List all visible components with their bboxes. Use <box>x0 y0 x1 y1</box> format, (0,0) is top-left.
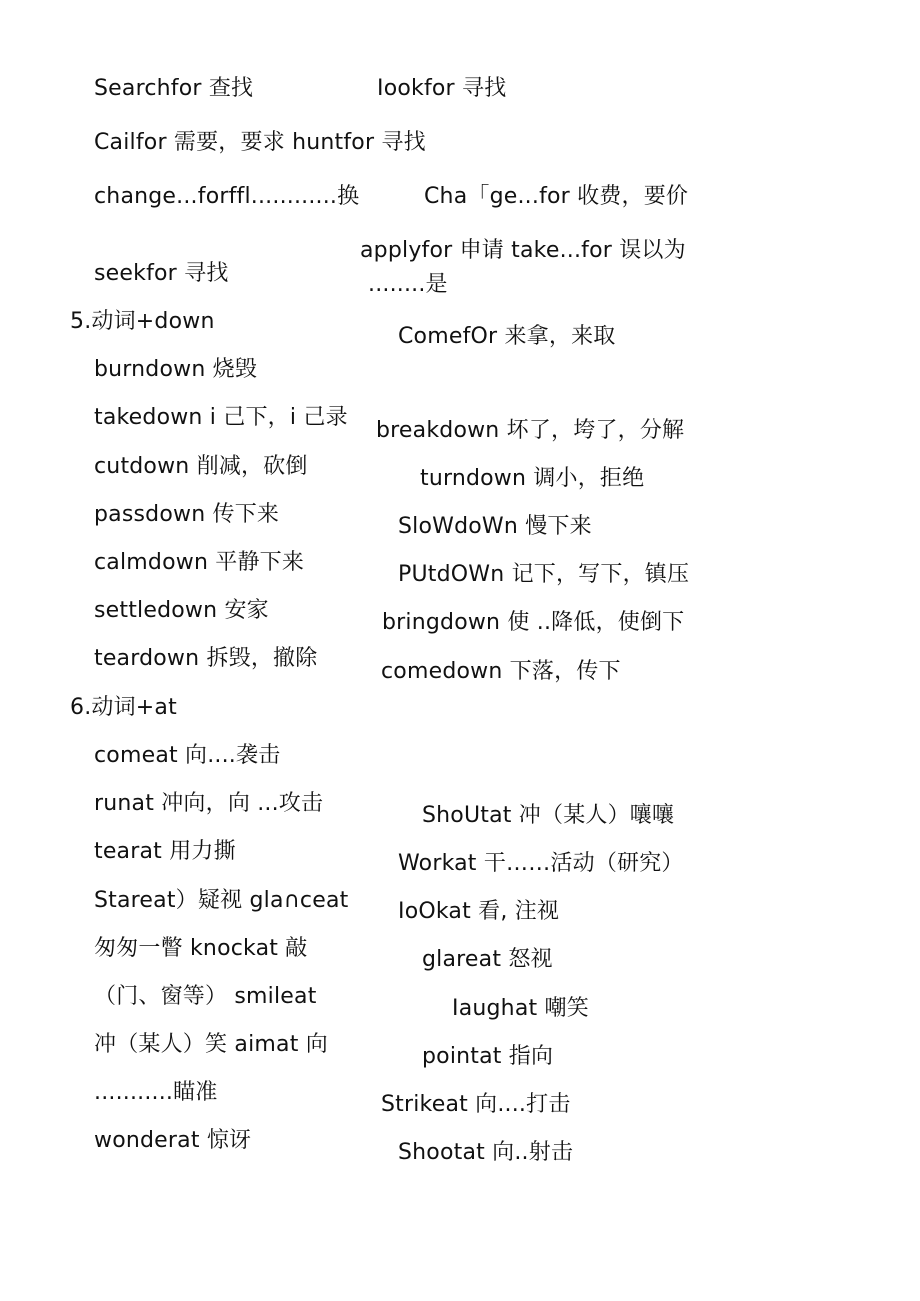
phrase-searchfor: Searchfor 查找 <box>94 76 254 101</box>
phrase-calmdown: calmdown 平静下来 <box>94 550 305 575</box>
phrase-charge-for: Cha「ge...for 收费，要价 <box>424 184 689 209</box>
phrase-workat: Workat 干……活动（研究） <box>398 851 684 876</box>
section-heading-at: 6.动词+at <box>70 695 177 720</box>
phrase-lookfor: Iookfor 寻找 <box>377 76 507 101</box>
phrase-comedown: comedown 下落，传下 <box>381 659 621 684</box>
phrase-smileat-cont: 冲（某人）笑 aimat 向 <box>94 1032 328 1057</box>
phrase-aimat-cont: ...........瞄准 <box>94 1080 218 1105</box>
phrase-takedown: takedown i 己下，i 己录 <box>94 405 348 430</box>
phrase-burndown: burndown 烧毁 <box>94 357 258 382</box>
phrase-shoutat: ShoUtat 冲（某人）嚷嚷 <box>422 803 675 828</box>
phrase-cutdown: cutdown 削减，砍倒 <box>94 454 308 479</box>
phrase-passdown: passdown 传下来 <box>94 502 280 527</box>
phrase-shootat: Shootat 向..射击 <box>398 1140 574 1165</box>
phrase-putdown: PUtdOWn 记下，写下，镇压 <box>398 562 690 587</box>
phrase-slowdown: SloWdoWn 慢下来 <box>398 514 592 539</box>
phrase-lookat: IoOkat 看, 注视 <box>398 899 560 924</box>
section-heading-down: 5.动词+down <box>70 309 215 334</box>
phrase-takefor-cont: ........是 <box>368 272 448 297</box>
phrase-strikeat: Strikeat 向....打击 <box>381 1092 571 1117</box>
phrase-turndown: turndown 调小，拒绝 <box>420 466 645 491</box>
phrase-teardown: teardown 拆毁，撤除 <box>94 646 318 671</box>
phrase-comeat: comeat 向....袭击 <box>94 743 281 768</box>
phrase-tearat: tearat 用力撕 <box>94 839 236 864</box>
phrase-glanceat-cont: 匆匆一瞥 knockat 敲 <box>94 936 308 961</box>
phrase-callfor: Cailfor 需要，要求 huntfor 寻找 <box>94 130 426 155</box>
phrase-change-for: change...forffl............换 <box>94 184 360 209</box>
phrase-pointat: pointat 指向 <box>422 1044 554 1069</box>
phrase-comefor: ComefOr 来拿，来取 <box>398 324 616 349</box>
phrase-breakdown: breakdown 坏了，垮了，分解 <box>376 418 685 443</box>
phrase-runat: runat 冲向，向 ...攻击 <box>94 791 324 816</box>
phrase-laughat: Iaughat 嘲笑 <box>452 996 589 1021</box>
phrase-applyfor: applyfor 申请 take...for 误以为 <box>360 238 686 263</box>
phrase-wonderat: wonderat 惊讶 <box>94 1128 252 1153</box>
phrase-stareat: Stareat）疑视 gla∩ceat <box>94 888 349 913</box>
phrase-knockat-cont: （门、窗等） smileat <box>94 984 317 1009</box>
phrase-seekfor: seekfor 寻找 <box>94 261 229 286</box>
phrase-glareat: glareat 怒视 <box>422 947 553 972</box>
phrase-settledown: settledown 安家 <box>94 598 269 623</box>
phrase-bringdown: bringdown 使 ..降低，使倒下 <box>382 610 685 635</box>
